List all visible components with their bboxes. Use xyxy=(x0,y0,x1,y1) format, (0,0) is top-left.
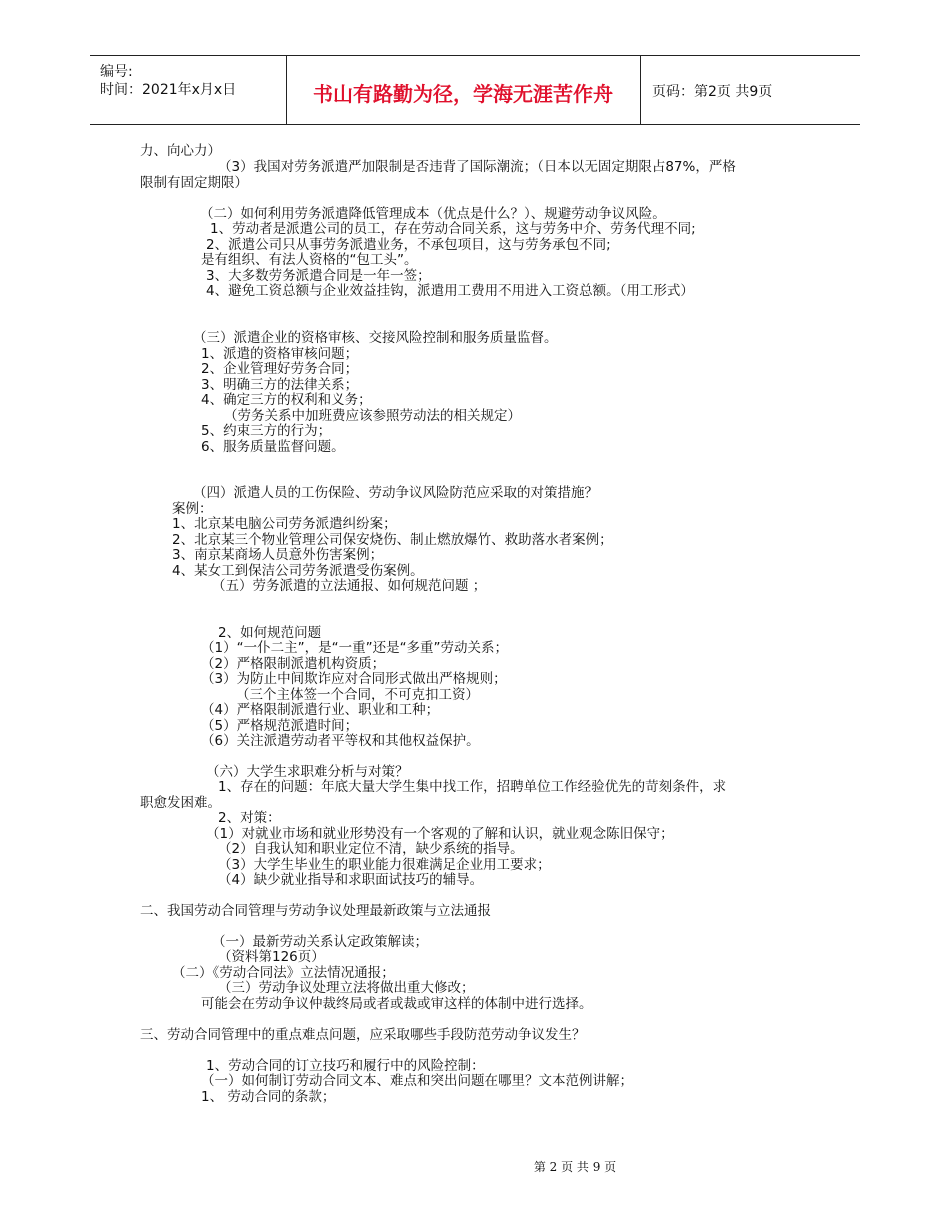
text-line: 1、劳动合同的订立技巧和履行中的风险控制： xyxy=(206,1058,485,1074)
text-line: （4）严格限制派遣行业、职业和工种； xyxy=(201,702,440,718)
text-line: （2）自我认知和职业定位不清，缺少系统的指导。 xyxy=(218,841,524,857)
text-line: 2、企业管理好劳务合同； xyxy=(201,361,359,377)
page-header xyxy=(90,55,860,125)
text-line: （二）《劳动合同法》立法情况通报； xyxy=(172,965,395,981)
text-line: 3、明确三方的法律关系； xyxy=(201,377,359,393)
text-line: （3）为防止中间欺诈应对合同形式做出严格规则； xyxy=(201,671,507,687)
header-page-cell xyxy=(640,56,860,124)
text-line: 1、派遣的资格审核问题； xyxy=(201,346,359,362)
text-line: （资料第126页） xyxy=(218,949,325,965)
text-line: 1、 劳动合同的条款； xyxy=(201,1089,336,1105)
text-line: 案例： xyxy=(172,501,213,517)
section-heading: 二、我国劳动合同管理与劳动争议处理最新政策与立法通报 xyxy=(140,903,491,919)
text-line: （一）如何制订劳动合同文本、难点和突出问题在哪里？文本范例讲解； xyxy=(201,1073,633,1089)
header-motto-cell xyxy=(286,56,641,124)
text-line: 限制有固定期限） xyxy=(140,175,248,191)
text-line: （一）最新劳动关系认定政策解读； xyxy=(212,934,428,950)
text-line: （3）大学生毕业生的职业能力很难满足企业用工要求； xyxy=(218,857,551,873)
text-line: （五）劳务派遣的立法通报、如何规范问题 ； xyxy=(212,578,487,594)
text-line: （六）大学生求职难分析与对策？ xyxy=(206,764,409,780)
text-line: 1、北京某电脑公司劳务派遣纠纷案； xyxy=(172,516,397,532)
text-line: （四）派遣人员的工伤保险、劳动争议风险防范应采取的对策措施？ xyxy=(193,485,598,501)
text-line: 3、南京某商场人员意外伤害案例； xyxy=(172,547,384,563)
text-line: （4）缺少就业指导和求职面试技巧的辅导。 xyxy=(218,872,484,888)
text-line: 4、避免工资总额与企业效益挂钩，派遣用工费用不用进入工资总额。（用工形式） xyxy=(206,283,694,299)
page-footer: 第 2 页 共 9 页 xyxy=(533,1160,617,1174)
text-line: 2、如何规范问题 xyxy=(218,625,322,641)
text-line: 2、派遣公司只从事劳务派遣业务，不承包项目，这与劳务承包不同; xyxy=(206,237,611,253)
text-line: 职愈发困难。 xyxy=(140,795,221,811)
text-line: （1）对就业市场和就业形势没有一个客观的了解和认识，就业观念陈旧保守； xyxy=(206,826,674,842)
text-line: （三个主体签一个合同，不可克扣工资） xyxy=(236,687,479,703)
text-line: （二）如何利用劳务派遣降低管理成本（优点是什么？）、规避劳动争议风险。 xyxy=(200,206,666,222)
text-line: 2、北京某三个物业管理公司保安烧伤、制止燃放爆竹、救助落水者案例； xyxy=(172,532,613,548)
section-heading: 三、劳动合同管理中的重点难点问题，应采取哪些手段防范劳动争议发生？ xyxy=(140,1027,586,1043)
text-line: （三）派遣企业的资格审核、交接风险控制和服务质量监督。 xyxy=(193,330,558,346)
text-line: 可能会在劳动争议仲裁终局或者或裁或审这样的体制中进行选择。 xyxy=(201,996,593,1012)
text-line: （5）严格规范派遣时间； xyxy=(201,718,359,734)
text-line: 力、向心力） xyxy=(140,143,221,159)
serial-label: 编号: xyxy=(100,64,133,80)
header-meta-cell xyxy=(90,56,287,124)
text-line: （6）关注派遣劳动者平等权和其他权益保护。 xyxy=(201,733,480,749)
text-line: 4、某女工到保洁公司劳务派遣受伤案例。 xyxy=(172,563,424,579)
text-line: 2、对策： xyxy=(218,810,281,826)
date-label: 时间：2021年x月x日 xyxy=(100,82,237,98)
text-line: 4、确定三方的权利和义务； xyxy=(201,392,372,408)
text-line: （1）“一仆二主”，是“一重”还是“多重”劳动关系； xyxy=(201,640,509,656)
text-line: 1、劳动者是派遣公司的员工，存在劳动合同关系，这与劳务中介、劳务代理不同; xyxy=(210,221,696,237)
text-line: 5、约束三方的行为； xyxy=(201,423,332,439)
page-info: 页码：第2页 共9页 xyxy=(652,84,773,100)
text-line: （3）我国对劳务派遣严加限制是否违背了国际潮流；（日本以无固定期限占87%，严格 xyxy=(218,159,736,175)
motto-text: 书山有路勤为径，学海无涯苦作舟 xyxy=(313,82,613,106)
text-line: 1、存在的问题：年底大量大学生集中找工作，招聘单位工作经验优先的苛刻条件，求 xyxy=(218,779,727,795)
text-line: （劳务关系中加班费应该参照劳动法的相关规定） xyxy=(224,408,521,424)
text-line: 3、大多数劳务派遣合同是一年一签； xyxy=(206,268,431,284)
text-line: （三）劳动争议处理立法将做出重大修改； xyxy=(218,980,475,996)
text-line: 6、服务质量监督问题。 xyxy=(201,439,345,455)
text-line: 是有组织、有法人资格的“包工头”。 xyxy=(201,252,418,268)
text-line: （2）严格限制派遣机构资质； xyxy=(201,656,386,672)
